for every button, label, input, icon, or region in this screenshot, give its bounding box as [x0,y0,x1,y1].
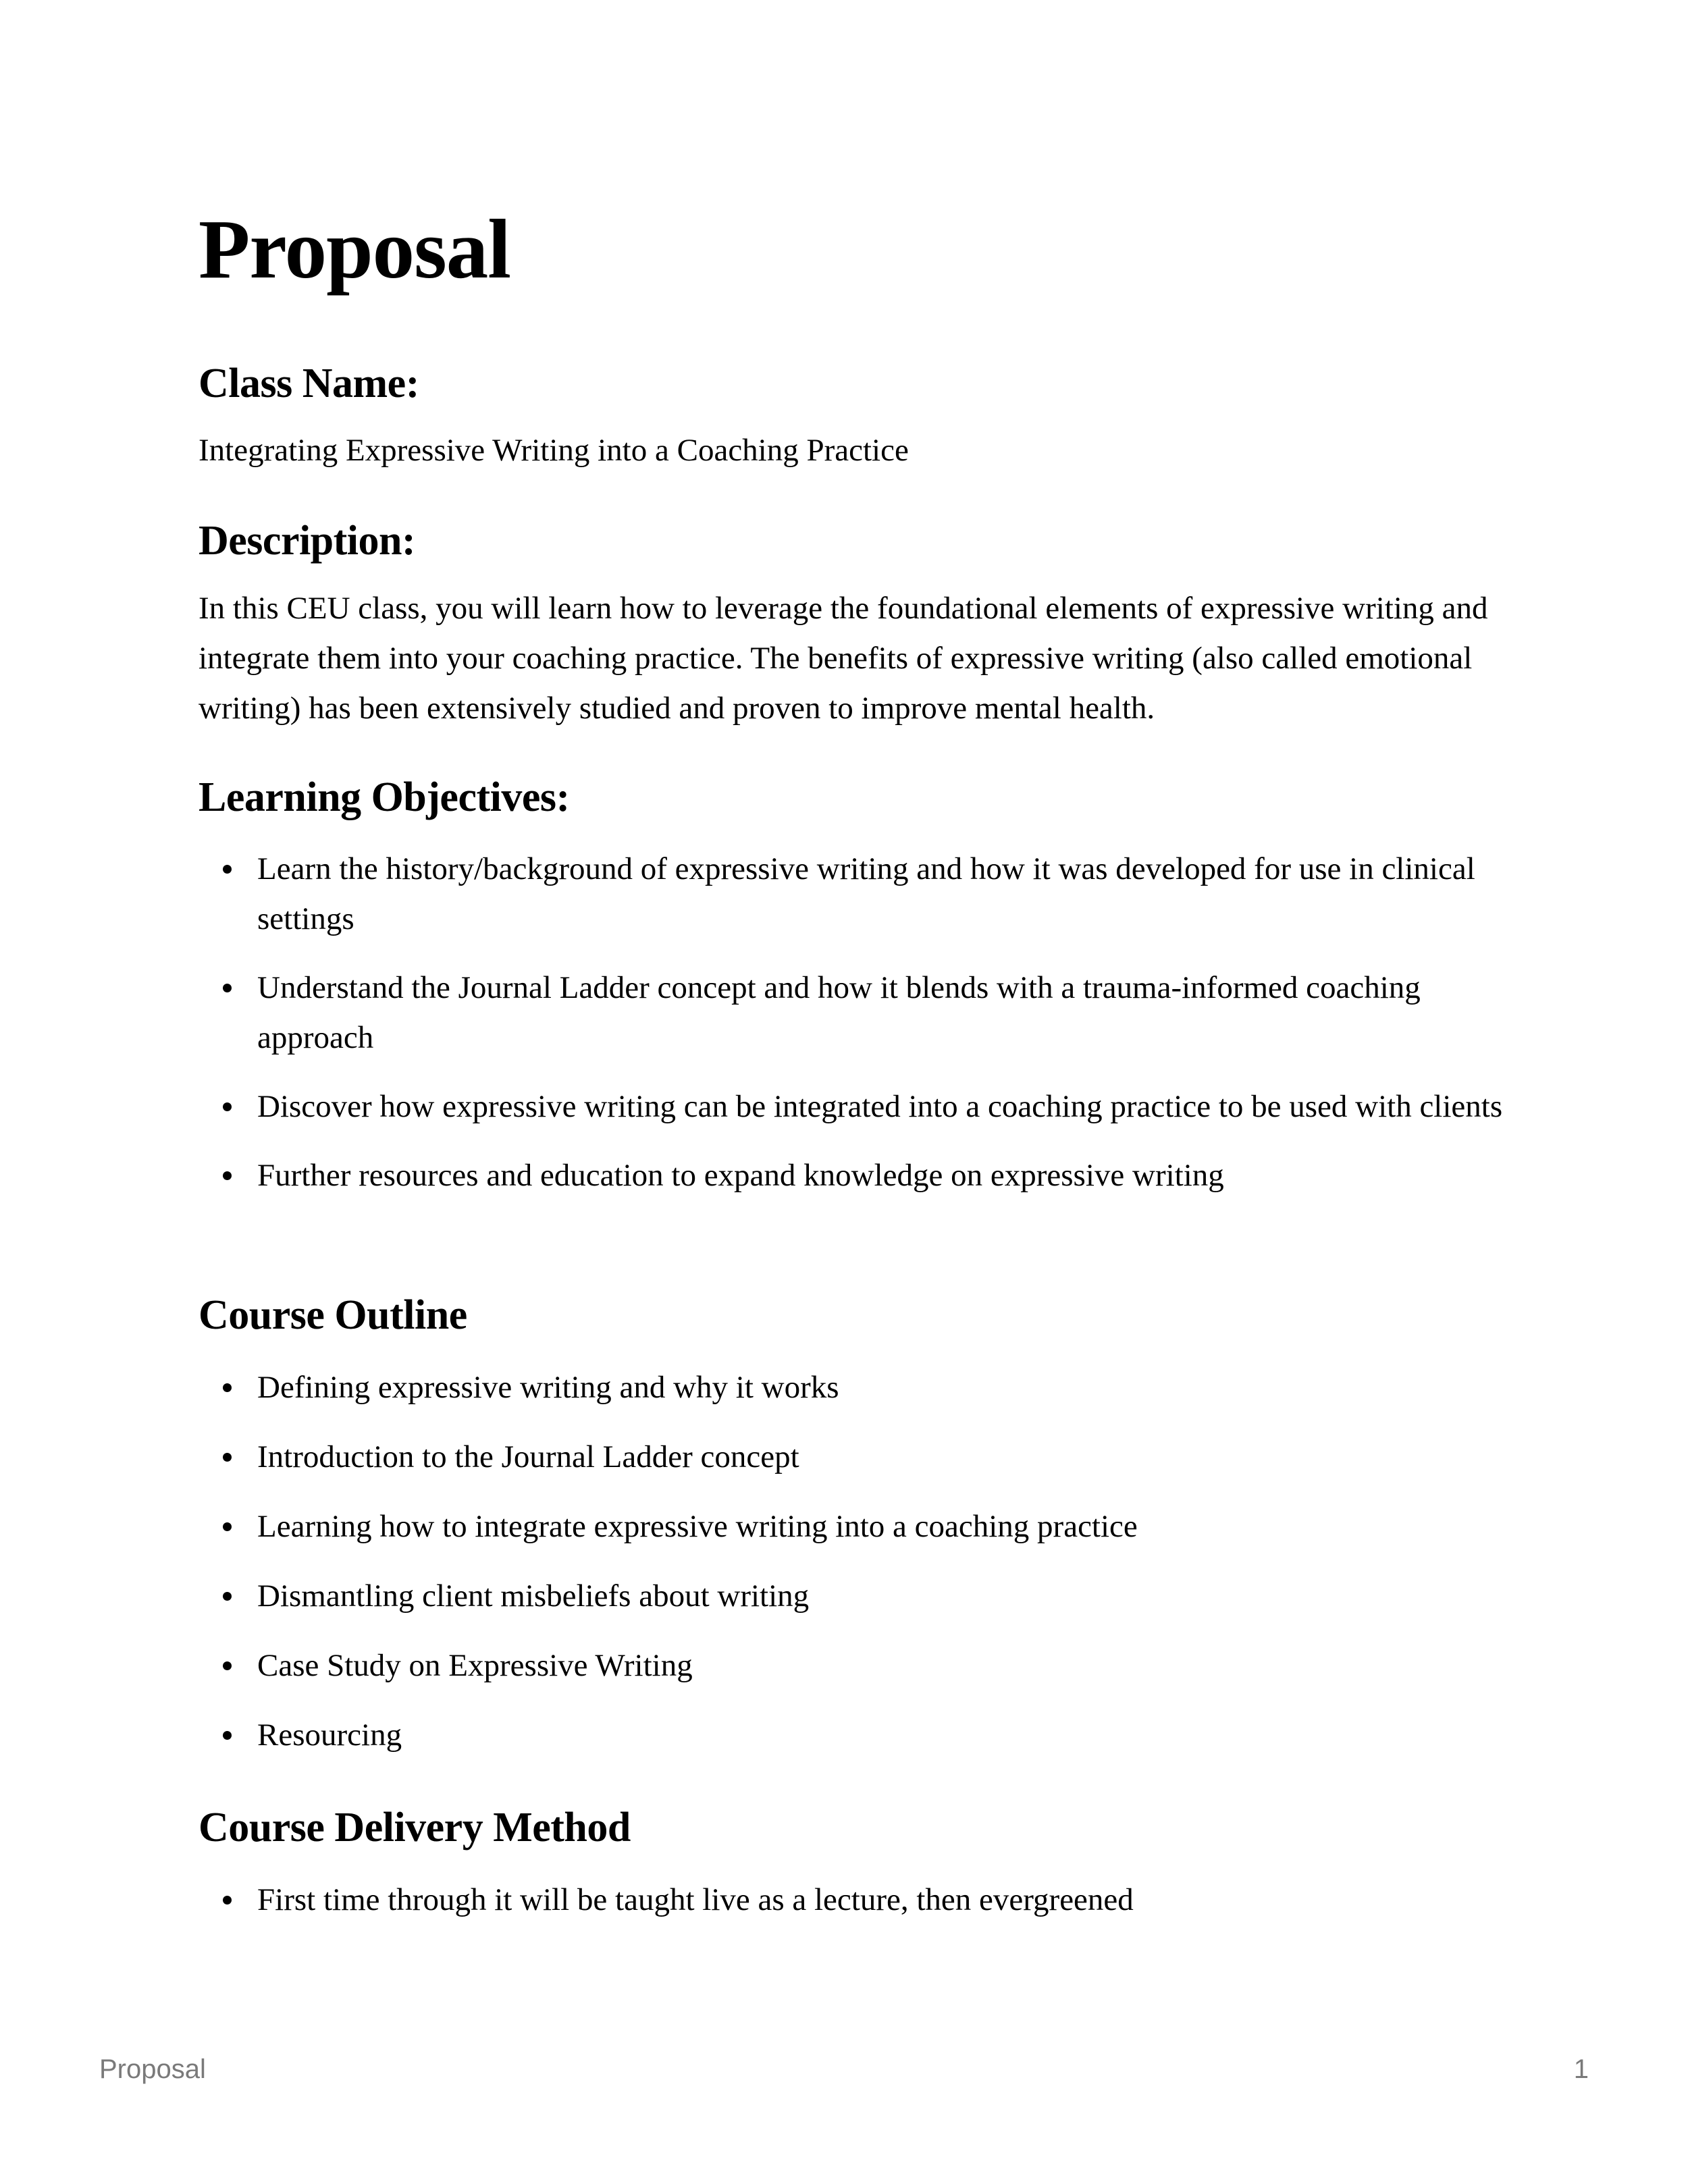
description-heading: Description: [199,518,416,564]
list-item [199,963,1522,1063]
footer-document-title: Proposal [99,2054,206,2084]
bullet-icon [223,1592,232,1601]
list-item-text: Dismantling client misbeliefs about writing [257,1578,810,1614]
class-name-value: Integrating Expressive Writing into a Coaching Practice [199,433,909,468]
bullet-icon [223,1522,232,1531]
course-delivery-heading: Course Delivery Method [199,1805,631,1850]
list-item-text: Introduction to the Journal Ladder concept [257,1439,799,1474]
footer-page-number: 1 [1573,2054,1589,2084]
list-item [199,1150,1522,1200]
bullet-icon [223,1102,232,1111]
list-item [199,844,1522,944]
course-outline-heading: Course Outline [199,1292,467,1338]
list-item [199,1875,1522,1925]
list-item-text: Further resources and education to expand knowledge on expressive writing [257,1158,1224,1193]
bullet-icon [223,1661,232,1670]
learning-objectives-list [199,844,1522,1200]
bullet-icon [223,1731,232,1740]
class-name-heading: Class Name: [199,361,419,406]
course-outline-list [199,1362,1522,1760]
bullet-icon [223,1453,232,1462]
list-item-text: First time through it will be taught live as a lecture, then evergreened [257,1882,1134,1917]
bullet-icon [223,1383,232,1392]
description-text: In this CEU class, you will learn how to leverage the foundational elements of expressive writing and integrate them into your coaching practice. The benefits of expressive writing (also called emotional writing) has been extensively studied and proven to improve mental health. [199,591,1488,726]
list-item [199,1710,1522,1760]
list-item-text: Discover how expressive writing can be integrated into a coaching practice to be used with clients [257,1089,1503,1124]
list-item [199,1082,1522,1131]
list-item [199,1432,1522,1482]
learning-objectives-heading: Learning Objectives: [199,774,570,820]
bullet-icon [223,1896,232,1905]
list-item-text: Learning how to integrate expressive writing into a coaching practice [257,1509,1138,1544]
list-item-text: Learn the history/background of expressive writing and how it was developed for use in clinical settings [257,851,1475,936]
list-item [199,1362,1522,1412]
page-title: Proposal [199,203,510,296]
list-item [199,1501,1522,1551]
course-delivery-list [199,1875,1522,1925]
list-item [199,1571,1522,1621]
list-item-text: Defining expressive writing and why it works [257,1370,839,1405]
bullet-icon [223,865,232,874]
bullet-icon [223,1171,232,1180]
list-item-text: Case Study on Expressive Writing [257,1648,693,1683]
bullet-icon [223,984,232,992]
list-item-text: Understand the Journal Ladder concept and how it blends with a trauma-informed coaching approach [257,970,1421,1055]
list-item-text: Resourcing [257,1717,402,1753]
list-item [199,1641,1522,1690]
